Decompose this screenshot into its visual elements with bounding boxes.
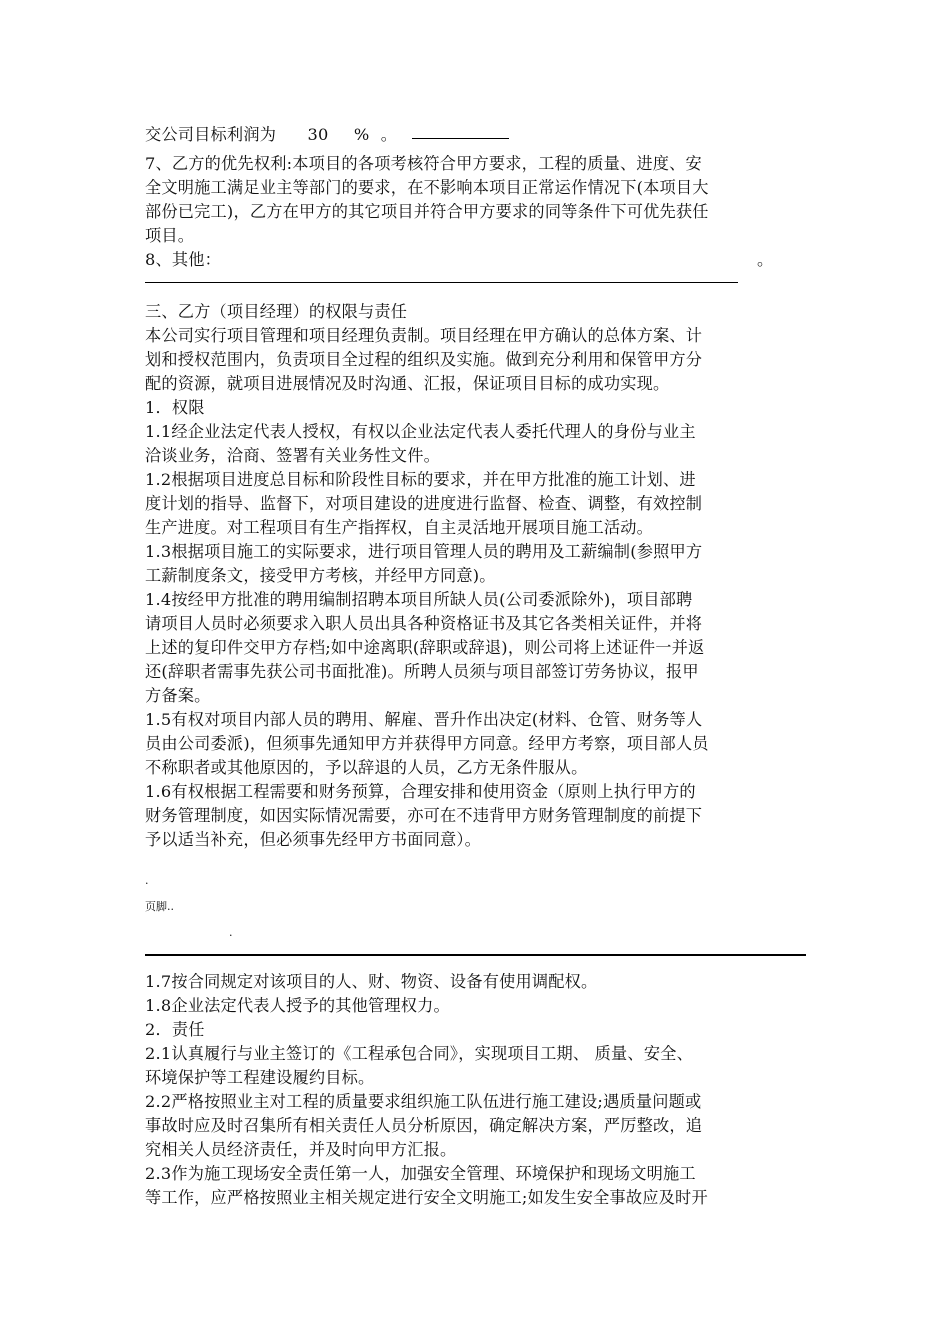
other-label: 8、其他： [145,250,222,269]
text-line: 1.8企业法定代表人授予的其他管理权力。 [145,996,450,1015]
text-line: 还(辞职者需事先获公司书面批准)。所聘人员须与项目部签订劳务协议，报甲 [145,662,699,681]
page-separator [145,954,806,956]
text-line: 员由公司委派)，但须事先通知甲方并获得甲方同意。经甲方考察，项目部人员 [145,734,709,753]
text-line: 1.4按经甲方批准的聘用编制招聘本项目所缺人员(公司委派除外)，项目部聘 [145,590,693,609]
text-line: 予以适当补充，但必须事先经甲方书面同意）。 [145,830,482,849]
text-line: 生产进度。对工程项目有生产指挥权，自主灵活地开展项目施工活动。 [145,518,654,537]
other-underline [145,282,738,283]
text-line: 部份已完工)，乙方在甲方的其它项目并符合甲方要求的同等条件下可优先获任 [145,202,709,221]
text-line: 财务管理制度，如因实际情况需要，亦可在不违背甲方财务管理制度的前提下 [145,806,703,825]
text-line: 三、乙方（项目经理）的权限与责任 [145,302,408,321]
text-line: 7、乙方的优先权利:本项目的各项考核符合甲方要求，工程的质量、进度、安 [145,154,702,173]
text-line: 1.7按合同规定对该项目的人、财、物资、设备有使用调配权。 [145,972,598,991]
text-line: 全文明施工满足业主等部门的要求，在不影响本项目正常运作情况下(本项目大 [145,178,709,197]
text-line: 配的资源，就项目进展情况及时沟通、汇报，保证项目目标的成功实现。 [145,374,670,393]
text-line: 工薪制度条文，接受甲方考核，并经甲方同意)。 [145,566,496,585]
footer-dot: . [145,874,149,887]
profit-target-label: 交公司目标利润为 [145,125,277,144]
text-line: 不称职者或其他原因的，予以辞退的人员，乙方无条件服从。 [145,758,588,777]
text-line: 究相关人员经济责任，并及时向甲方汇报。 [145,1140,457,1159]
profit-target-end: 。 [380,125,398,144]
text-line: 本公司实行项目管理和项目经理负责制。项目经理在甲方确认的总体方案、计 [145,326,703,345]
profit-target-unit: % [353,125,370,144]
text-line: 事故时应及时召集所有相关责任人员分析原因，确定解决方案，严厉整改，追 [145,1116,703,1135]
text-line: 1.5有权对项目内部人员的聘用、解雇、晋升作出决定(材料、仓管、财务等人 [145,710,703,729]
other-end: 。 [757,250,774,269]
footer-dot: . [229,926,233,939]
text-line: 2.1认真履行与业主签订的《工程承包合同》，实现项目工期、 质量、安全、 [145,1044,693,1063]
text-line: 度计划的指导、监督下，对项目建设的进度进行监督、检查、调整，有效控制 [145,494,703,513]
text-line: 1.2根据项目进度总目标和阶段性目标的要求，并在甲方批准的施工计划、进 [145,470,696,489]
text-line: 1.6有权根据工程需要和财务预算，合理安排和使用资金（原则上执行甲方的 [145,782,696,801]
text-line: 环境保护等工程建设履约目标。 [145,1068,375,1087]
text-line: 2.3作为施工现场安全责任第一人，加强安全管理、环境保护和现场文明施工 [145,1164,696,1183]
text-line: 请项目人员时必须要求入职人员出具各种资格证书及其它各类相关证件，并将 [145,614,703,633]
text-line: 方备案。 [145,686,211,705]
text-line: 2.2严格按照业主对工程的质量要求组织施工队伍进行施工建设;遇质量问题或 [145,1092,702,1111]
text-line: 等工作，应严格按照业主相关规定进行安全文明施工;如发生安全事故应及时开 [145,1188,708,1207]
text-line: 1.3根据项目施工的实际要求，进行项目管理人员的聘用及工薪编制(参照甲方 [145,542,703,561]
profit-target-value: 30 [307,125,329,144]
text-line: 1．权限 [145,398,205,417]
profit-target-underline [412,138,509,139]
text-line: 划和授权范围内，负责项目全过程的组织及实施。做到充分利用和保管甲方分 [145,350,703,369]
text-line: 2．责任 [145,1020,205,1039]
text-line: 上述的复印件交甲方存档;如中途离职(辞职或辞退)，则公司将上述证件一并返 [145,638,705,657]
text-line: 洽谈业务，洽商、签署有关业务性文件。 [145,446,440,465]
profit-target-line [145,123,397,147]
text-line: 项目。 [145,226,195,245]
text-line: 1.1经企业法定代表人授权，有权以企业法定代表人委托代理人的身份与业主 [145,422,696,441]
footer-label: 页脚.. [145,900,174,913]
